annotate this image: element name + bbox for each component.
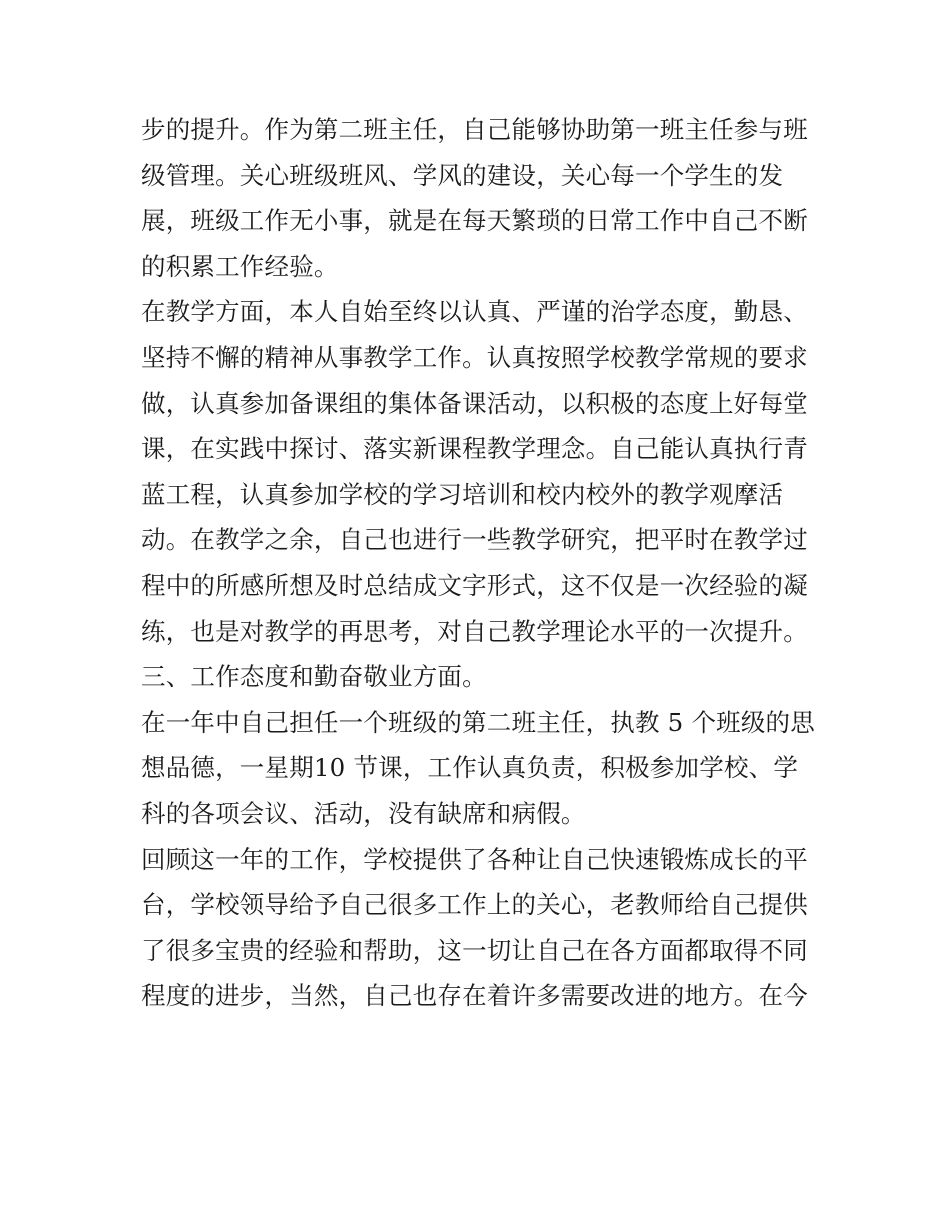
body-text [141, 107, 821, 1019]
text-line: 回顾这一年的工作，学校提供了各种让自己快速锻炼成长的平 [141, 844, 808, 874]
text-line: 做，认真参加备课组的集体备课活动，以积极的态度上好每堂 [141, 388, 808, 418]
text-line: 展，班级工作无小事，就是在每天繁琐的日常工作中自己不断 [141, 206, 808, 236]
text-line: 练，也是对教学的再思考，对自己教学理论水平的一次提升。 [141, 616, 808, 646]
text-line: 台，学校领导给予自己很多工作上的关心，老教师给自己提供 [141, 890, 808, 920]
text-line: 在一年中自己担任一个班级的第二班主任，执教 5 个班级的思 [141, 707, 815, 737]
text-line: 程中的所感所想及时总结成文字形式，这不仅是一次经验的凝 [141, 570, 808, 600]
text-line: 级管理。关心班级班风、学风的建设，关心每一个学生的发 [141, 160, 784, 190]
text-line: 动。在教学之余，自己也进行一些教学研究，把平时在教学过 [141, 525, 808, 555]
text-line: 在教学方面，本人自始至终以认真、严谨的治学态度，勤恳、 [141, 297, 808, 327]
text-line: 步的提升。作为第二班主任，自己能够协助第一班主任参与班 [141, 115, 808, 144]
text-line: 坚持不懈的精神从事教学工作。认真按照学校教学常规的要求 [141, 342, 808, 372]
text-line: 了很多宝贵的经验和帮助，这一切让自己在各方面都取得不同 [141, 935, 808, 965]
text-line: 的积累工作经验。 [141, 251, 339, 281]
section-heading: 三、工作态度和勤奋敬业方面。 [141, 662, 487, 692]
text-line: 课，在实践中探讨、落实新课程教学理念。自己能认真执行青 [141, 434, 808, 464]
text-line: 程度的进步，当然，自己也存在着许多需要改进的地方。在今 [141, 981, 808, 1011]
text-line: 蓝工程，认真参加学校的学习培训和校内校外的教学观摩活 [141, 479, 784, 509]
text-line: 想品德，一星期10 节课，工作认真负责，积极参加学校、学 [141, 753, 799, 783]
text-line: 科的各项会议、活动，没有缺席和病假。 [141, 798, 586, 828]
